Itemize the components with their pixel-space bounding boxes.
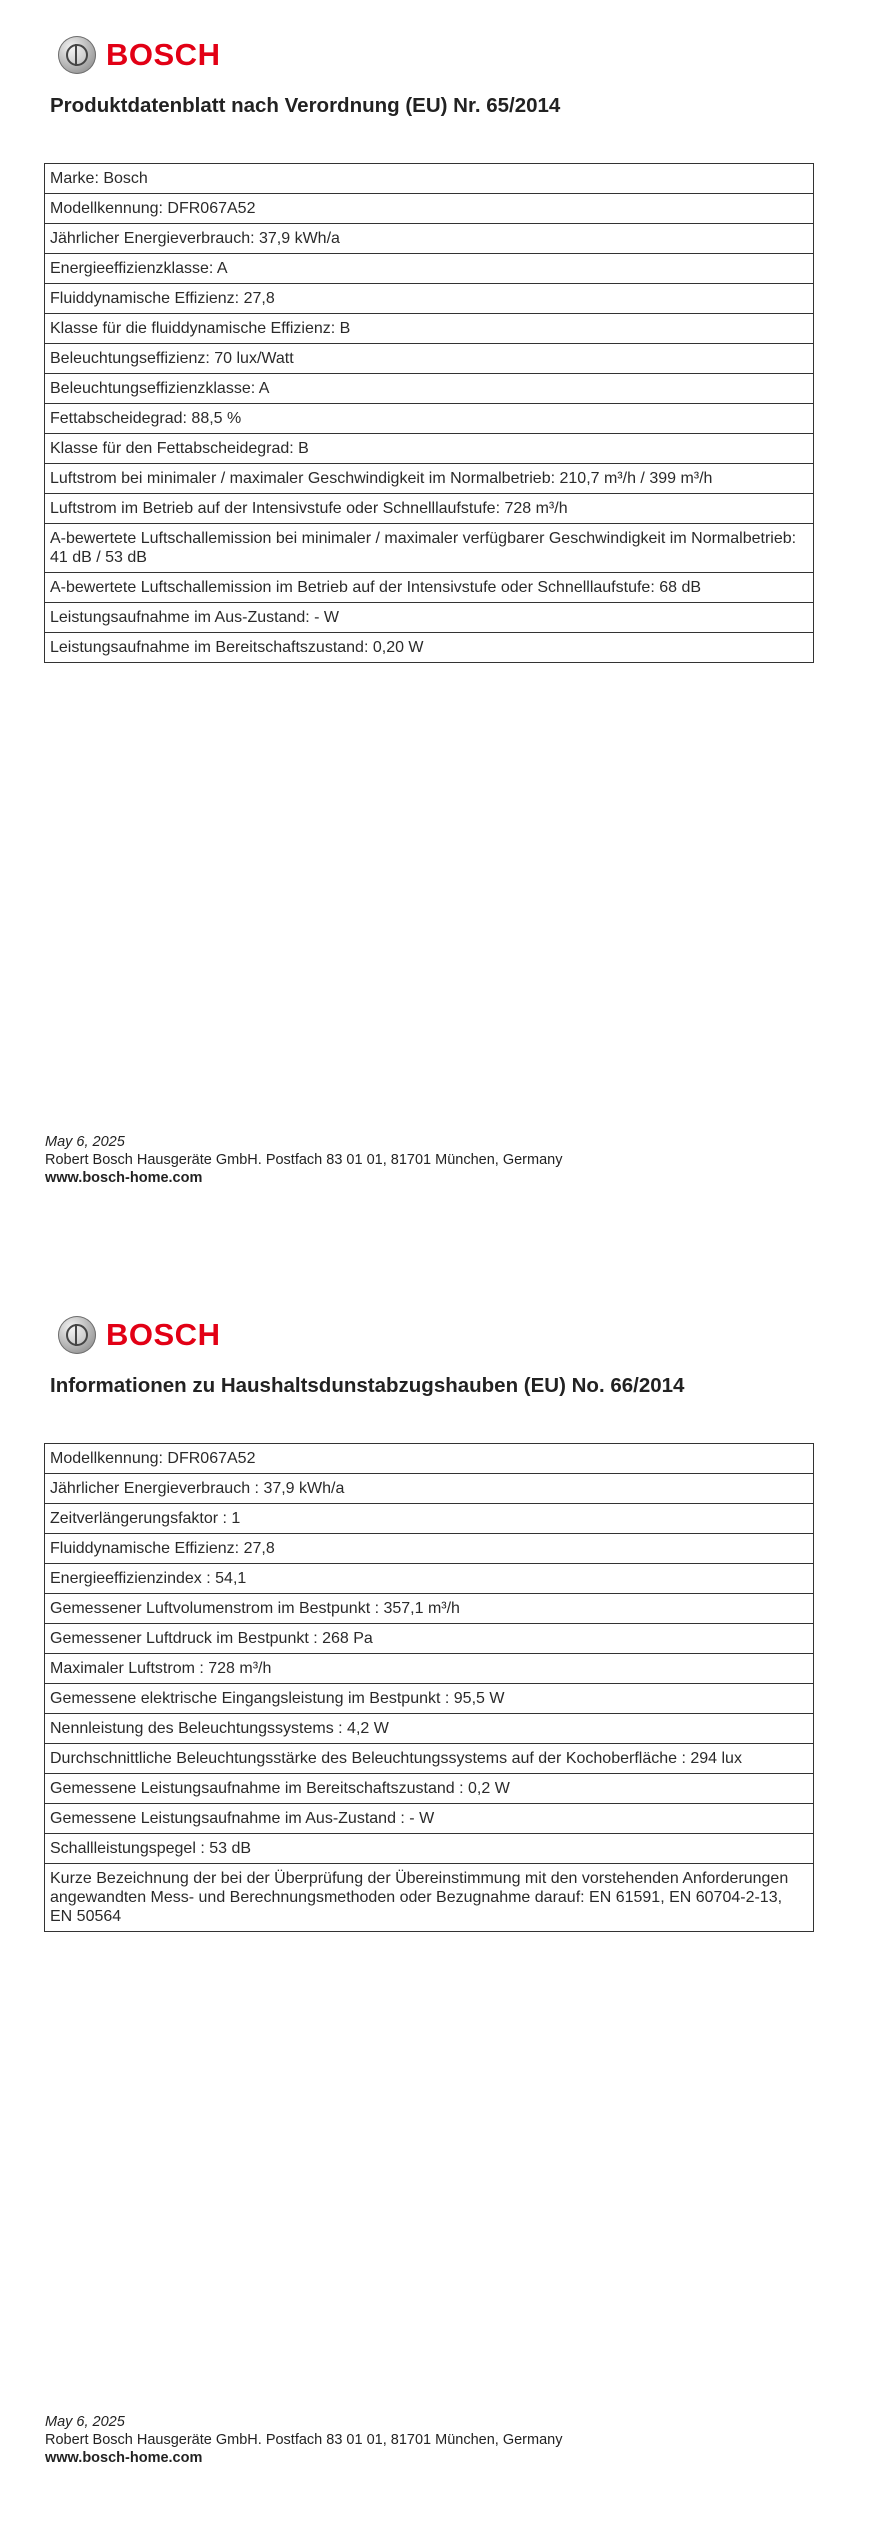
table-row <box>45 1474 814 1504</box>
table-cell: A-bewertete Luftschallemission im Betrieb auf der Intensivstufe oder Schnelllaufstufe: 68 dB <box>45 573 814 603</box>
table-row <box>45 524 814 573</box>
table-row <box>45 1564 814 1594</box>
table-cell: Energieeffizienzklasse: A <box>45 254 814 284</box>
table-cell: Kurze Bezeichnung der bei der Überprüfung der Übereinstimmung mit den vorstehenden Anforderungen angewandten Mess- und Berechnungsmethoden oder Bezugnahme darauf: EN 61591, EN 60704-2-13, EN 50564 <box>45 1864 814 1932</box>
footer <box>45 2413 562 2467</box>
table-cell: Nennleistung des Beleuchtungssystems : 4,2 W <box>45 1714 814 1744</box>
table-cell: Fettabscheidegrad: 88,5 % <box>45 404 814 434</box>
bosch-armature-icon <box>58 1316 96 1354</box>
footer-address: Robert Bosch Hausgeräte GmbH. Postfach 83 01 01, 81701 München, Germany <box>45 2432 563 2448</box>
table-cell: Klasse für den Fettabscheidegrad: B <box>45 434 814 464</box>
table-cell: Leistungsaufnahme im Aus-Zustand: - W <box>45 603 814 633</box>
page-title: Informationen zu Haushaltsdunstabzugshauben (EU) No. 66/2014 <box>50 1374 685 1397</box>
table-cell: Gemessener Luftdruck im Bestpunkt : 268 Pa <box>45 1624 814 1654</box>
table-cell: Marke: Bosch <box>45 164 814 194</box>
table-row <box>45 603 814 633</box>
table-row <box>45 1804 814 1834</box>
table-cell: Fluiddynamische Effizienz: 27,8 <box>45 1534 814 1564</box>
table-row <box>45 1594 814 1624</box>
bosch-armature-icon <box>58 36 96 74</box>
brand-name: BOSCH <box>106 1317 221 1352</box>
footer-website-link[interactable]: www.bosch-home.com <box>45 2450 203 2466</box>
table-row <box>45 573 814 603</box>
table-row <box>45 1714 814 1744</box>
table-cell: Fluiddynamische Effizienz: 27,8 <box>45 284 814 314</box>
table-row <box>45 1684 814 1714</box>
table-row <box>45 434 814 464</box>
table-cell: Jährlicher Energieverbrauch: 37,9 kWh/a <box>45 224 814 254</box>
table-cell: Maximaler Luftstrom : 728 m³/h <box>45 1654 814 1684</box>
brand-name: BOSCH <box>106 37 221 72</box>
spec-table <box>44 163 814 663</box>
table-row <box>45 224 814 254</box>
footer-website-link[interactable]: www.bosch-home.com <box>45 1170 203 1186</box>
table-row <box>45 1444 814 1474</box>
table-row <box>45 1624 814 1654</box>
datasheet-page-2 <box>0 1280 888 2535</box>
table-cell: Beleuchtungseffizienzklasse: A <box>45 374 814 404</box>
table-cell: Energieeffizienzindex : 54,1 <box>45 1564 814 1594</box>
bosch-logo <box>58 1314 220 1356</box>
footer-address: Robert Bosch Hausgeräte GmbH. Postfach 83 01 01, 81701 München, Germany <box>45 1152 563 1168</box>
table-cell: Gemessene Leistungsaufnahme im Bereitschaftszustand : 0,2 W <box>45 1774 814 1804</box>
table-row <box>45 164 814 194</box>
table-row <box>45 344 814 374</box>
table-cell: Klasse für die fluiddynamische Effizienz: B <box>45 314 814 344</box>
table-cell: Leistungsaufnahme im Bereitschaftszustand: 0,20 W <box>45 633 814 663</box>
table-row <box>45 1654 814 1684</box>
table-row <box>45 494 814 524</box>
table-row <box>45 1534 814 1564</box>
table-cell: Luftstrom im Betrieb auf der Intensivstufe oder Schnelllaufstufe: 728 m³/h <box>45 494 814 524</box>
page-title: Produktdatenblatt nach Verordnung (EU) Nr. 65/2014 <box>50 94 561 117</box>
table-row <box>45 254 814 284</box>
table-cell: Zeitverlängerungsfaktor : 1 <box>45 1504 814 1534</box>
table-cell: Durchschnittliche Beleuchtungsstärke des Beleuchtungssystems auf der Kochoberfläche : 294 lux <box>45 1744 814 1774</box>
table-cell: A-bewertete Luftschallemission bei minimaler / maximaler verfügbarer Geschwindigkeit im Normalbetrieb: 41 dB / 53 dB <box>45 524 814 573</box>
table-cell: Gemessene elektrische Eingangsleistung im Bestpunkt : 95,5 W <box>45 1684 814 1714</box>
table-row <box>45 404 814 434</box>
table-cell: Gemessener Luftvolumenstrom im Bestpunkt : 357,1 m³/h <box>45 1594 814 1624</box>
footer-date: May 6, 2025 <box>45 1134 125 1150</box>
table-row <box>45 633 814 663</box>
table-row <box>45 314 814 344</box>
table-row <box>45 1744 814 1774</box>
table-cell: Jährlicher Energieverbrauch : 37,9 kWh/a <box>45 1474 814 1504</box>
table-row <box>45 284 814 314</box>
table-row <box>45 1774 814 1804</box>
datasheet-page-1 <box>0 0 888 1255</box>
table-row <box>45 464 814 494</box>
table-row <box>45 1864 814 1932</box>
table-row <box>45 1504 814 1534</box>
table-cell: Modellkennung: DFR067A52 <box>45 194 814 224</box>
spec-table-body <box>45 164 814 663</box>
table-cell: Schallleistungspegel : 53 dB <box>45 1834 814 1864</box>
table-row <box>45 1834 814 1864</box>
table-cell: Beleuchtungseffizienz: 70 lux/Watt <box>45 344 814 374</box>
table-cell: Gemessene Leistungsaufnahme im Aus-Zustand : - W <box>45 1804 814 1834</box>
spec-table <box>44 1443 814 1932</box>
bosch-logo <box>58 34 220 76</box>
table-row <box>45 194 814 224</box>
spec-table-body <box>45 1444 814 1932</box>
table-cell: Luftstrom bei minimaler / maximaler Geschwindigkeit im Normalbetrieb: 210,7 m³/h / 399 m³/h <box>45 464 814 494</box>
table-row <box>45 374 814 404</box>
footer-date: May 6, 2025 <box>45 2414 125 2430</box>
footer <box>45 1133 562 1187</box>
table-cell: Modellkennung: DFR067A52 <box>45 1444 814 1474</box>
